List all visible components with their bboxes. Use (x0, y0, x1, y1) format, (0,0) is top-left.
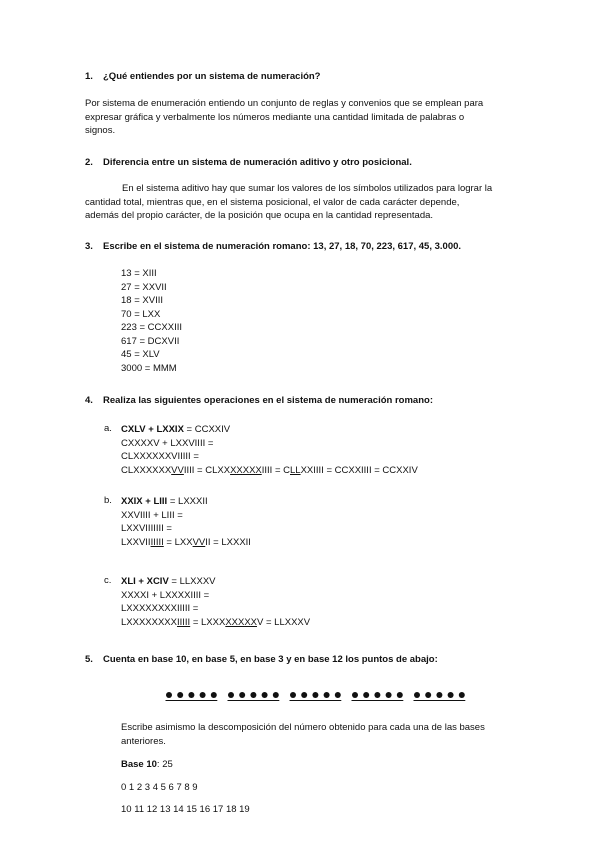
question-2 (85, 157, 412, 168)
conversion-item: 3000 = MMM (121, 362, 177, 374)
dot (290, 692, 296, 698)
question-4 (85, 395, 433, 406)
question-4-text: Realiza las siguientes operaciones en el sistema de numeración romano: (103, 395, 433, 406)
answer-1-line: signos. (85, 125, 116, 136)
final-part: = LXXX (190, 616, 226, 628)
dot (301, 692, 307, 698)
final-part-underlined: LL (290, 464, 301, 476)
answer-2-line: En el sistema aditivo hay que sumar los valores de los símbolos utilizados para lograr la (122, 183, 493, 194)
operation-b-result: = LXXXII (167, 496, 208, 507)
question-4-number: 4. (85, 395, 93, 406)
dot (200, 692, 206, 698)
question-1-text: ¿Qué entiendes por un sistema de numeración? (103, 71, 321, 82)
dot (250, 692, 256, 698)
dot (335, 692, 341, 698)
answer-2-line: cantidad total, mientras que, en el sistema posicional, el valor de cada carácter depende, (85, 196, 460, 208)
operation-c-result: = LLXXXV (168, 576, 216, 587)
operation-a-heading (121, 423, 418, 437)
operation-b-label: b. (104, 495, 112, 506)
question-3 (85, 241, 461, 252)
operation-a-step: CXXXXV + LXXVIIII = (121, 437, 214, 449)
dot (228, 692, 234, 698)
count-row-2: 10 11 12 13 14 15 16 17 18 19 (121, 804, 250, 815)
final-part-underlined: XXXXX (230, 464, 262, 476)
question-3-number: 3. (85, 241, 93, 252)
instruction (121, 721, 485, 748)
operation-b-heading (121, 495, 251, 509)
operation-c-heading (121, 575, 310, 589)
operation-b-expression: XXIX + LIII (121, 496, 168, 507)
question-5-number: 5. (85, 654, 93, 665)
operation-a-expression: CXLV + LXXIX (121, 424, 184, 435)
conversion-item: 223 = CCXXIII (121, 322, 182, 333)
final-part-underlined: VV (192, 536, 206, 548)
instruction-line: Escribe asimismo la descomposición del número obtenido para cada una de las bases (121, 722, 485, 733)
conversion-item: 18 = XVIII (121, 295, 163, 306)
conversion-item: 70 = LXX (121, 308, 161, 320)
dot (459, 692, 465, 698)
dot (352, 692, 358, 698)
final-part-underlined: VV (171, 464, 184, 476)
final-part: XXIIII = CCXXIIII = CCXXIV (300, 464, 418, 476)
question-1-number: 1. (85, 71, 93, 82)
dot (374, 692, 380, 698)
final-part: IIII = C (261, 464, 290, 476)
dot (312, 692, 318, 698)
operation-b-step: XXVIIII + LIII = (121, 509, 183, 521)
operation-a (121, 423, 418, 477)
final-part: LXXXXXXXX (121, 616, 177, 628)
operation-c-final (121, 616, 310, 630)
dot (239, 692, 245, 698)
operation-b (121, 495, 251, 549)
count-row-1: 0 1 2 3 4 5 6 7 8 9 (121, 782, 198, 793)
final-part-underlined: XXXXX (225, 616, 257, 628)
conversion-item: 45 = XLV (121, 349, 160, 360)
operation-b-final (121, 536, 251, 550)
answer-2-line: además del propio carácter, de la posición que ocupa en la cantidad representada. (85, 210, 434, 221)
conversion-item: 13 = XIII (121, 268, 157, 279)
dot (386, 692, 392, 698)
base10-answer (121, 758, 173, 772)
dot (448, 692, 454, 698)
conversion-list (121, 267, 182, 375)
dot (177, 692, 183, 698)
dot (166, 692, 172, 698)
final-part-underlined: IIIII (150, 536, 164, 548)
dot (262, 692, 268, 698)
operation-c-label: c. (104, 575, 112, 586)
dot (211, 692, 217, 698)
operation-c-step: LXXXXXXXXIIIII = (121, 603, 199, 614)
operation-a-final (121, 464, 418, 478)
question-5-text: Cuenta en base 10, en base 5, en base 3 y en base 12 los puntos de abajo: (103, 654, 438, 665)
conversion-item: 27 = XXVII (121, 281, 167, 293)
operation-a-step: CLXXXXXXVIIIII = (121, 451, 199, 462)
base10-value: : 25 (156, 759, 173, 770)
question-3-text: Escribe en el sistema de numeración romano: 13, 27, 18, 70, 223, 617, 45, 3.000. (103, 241, 462, 252)
instruction-line: anteriores. (121, 735, 166, 747)
final-part: LXXVII (121, 536, 151, 548)
dot (436, 692, 442, 698)
dot-groups (165, 688, 475, 704)
dot (397, 692, 403, 698)
dot (363, 692, 369, 698)
question-1 (85, 71, 321, 82)
final-part: IIII = CLXX (183, 464, 231, 476)
answer-1-line: expresar gráfica y verbalmente los números mediante una cantidad limitada de palabras o (85, 111, 465, 123)
operation-c-step: XXXXI + LXXXXIIII = (121, 589, 210, 601)
final-part: = LXX (163, 536, 193, 548)
dot (324, 692, 330, 698)
answer-1 (85, 97, 483, 138)
question-5 (85, 654, 438, 665)
conversion-item: 617 = DCXVII (121, 335, 180, 347)
dot (414, 692, 420, 698)
operation-b-step: LXXVIIIIIII = (121, 523, 172, 534)
dot (425, 692, 431, 698)
answer-2 (85, 182, 492, 223)
dot (273, 692, 279, 698)
final-part: CLXXXXXX (121, 464, 172, 476)
answer-1-line: Por sistema de enumeración entiendo un conjunto de reglas y convenios que se emplean para (85, 98, 484, 109)
question-2-text: Diferencia entre un sistema de numeración aditivo y otro posicional. (103, 157, 412, 168)
base10-label: Base 10 (121, 759, 157, 770)
final-part-underlined: IIIII (176, 616, 191, 628)
operation-a-label: a. (104, 423, 112, 434)
question-2-number: 2. (85, 157, 93, 168)
operation-a-result: = CCXXIV (183, 424, 231, 435)
final-part: II = LXXXII (205, 536, 251, 548)
operation-c-expression: XLI + XCIV (121, 576, 169, 587)
final-part: V = LLXXXV (257, 616, 311, 628)
dot (188, 692, 194, 698)
operation-c (121, 575, 310, 629)
